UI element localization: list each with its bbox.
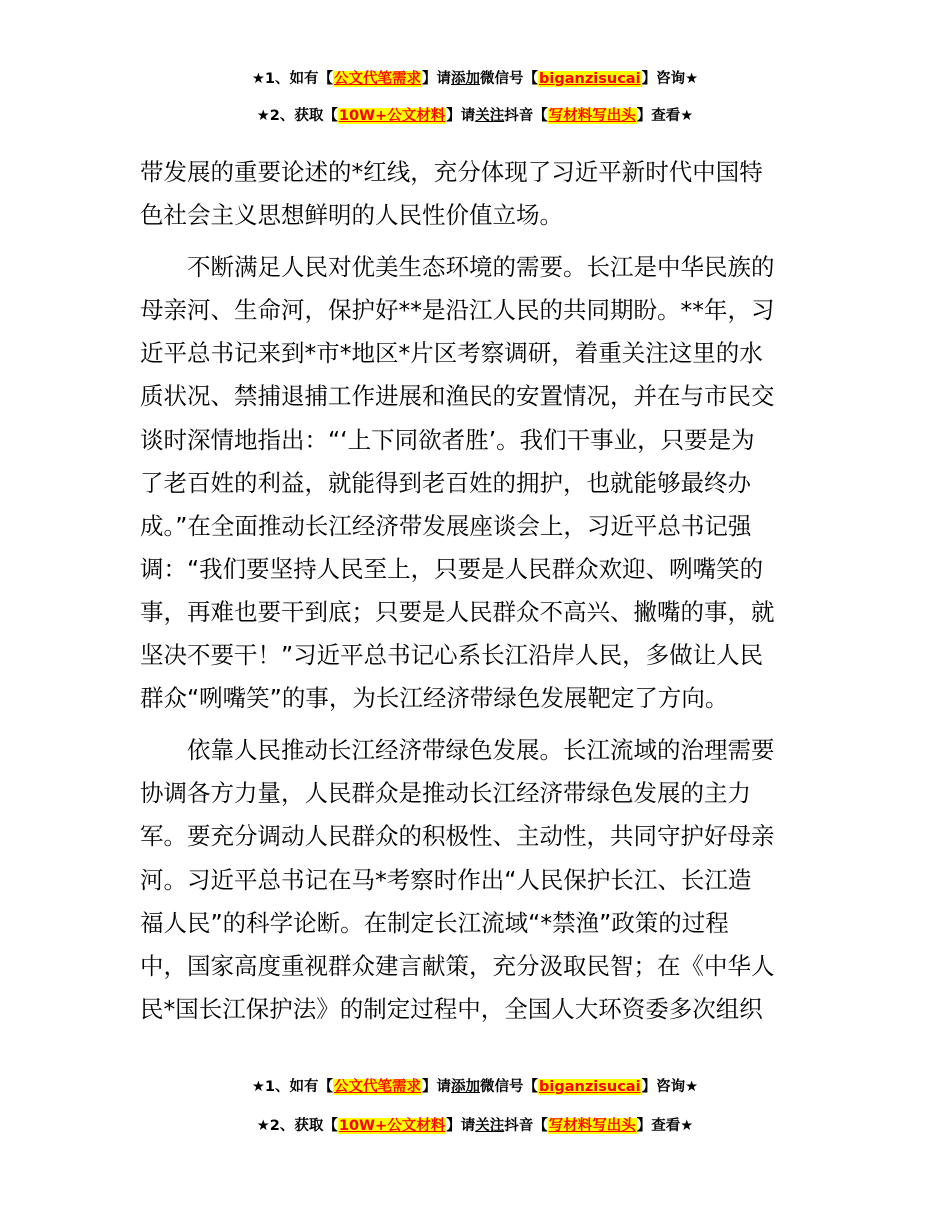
banner-highlight-materials: 10W+公文材料 [338, 1118, 446, 1134]
banner-highlight-wechat-id: biganzisucai [539, 1079, 641, 1095]
body-line: 军。要充分调动人民群众的积极性、主动性，共同守护好母亲 [140, 822, 775, 851]
top-banner-line-2 [0, 106, 950, 126]
body-line: 协调各方力量，人民群众是推动长江经济带绿色发展的主力 [140, 779, 751, 808]
bottom-banner-line-2 [0, 1116, 950, 1136]
banner-suffix: 】查看★ [636, 108, 694, 124]
bottom-banner-line-1 [0, 1077, 950, 1097]
top-banner-line-1 [0, 69, 950, 89]
banner-highlight-douyin: 写材料写出头 [548, 1118, 636, 1134]
banner-text: 抖音【 [504, 1118, 548, 1134]
body-line: 依靠人民推动长江经济带绿色发展。长江流域的治理需要 [140, 736, 775, 765]
body-line: 带发展的重要论述的*红线，充分体现了习近平新时代中国特 [140, 158, 763, 186]
banner-suffix: 】咨询★ [641, 71, 699, 87]
body-line: 调：“我们要坚持人民至上，只要是人民群众欢迎、咧嘴笑的 [140, 554, 764, 583]
body-line: 福人民”的科学论断。在制定长江流域“*禁渔”政策的过程 [140, 908, 729, 937]
body-line: 质状况、禁捕退捕工作进展和渔民的安置情况，并在与市民交 [140, 382, 775, 411]
banner-highlight-douyin: 写材料写出头 [548, 108, 636, 124]
banner-highlight-service: 公文代笔需求 [334, 1079, 422, 1095]
body-line: 坚决不要干！”习近平总书记心系长江沿岸人民，多做让人民 [140, 641, 764, 670]
body-line: 成。”在全面推动长江经济带发展座谈会上，习近平总书记强 [140, 511, 752, 540]
banner-prefix: ★1、如有【 [251, 71, 334, 87]
body-line: 不断满足人民对优美生态环境的需要。长江是中华民族的 [140, 253, 775, 282]
banner-text: 微信号【 [480, 1079, 539, 1095]
banner-text: 抖音【 [504, 108, 548, 124]
banner-text: 】请 [446, 108, 476, 124]
paragraph-gap [140, 237, 812, 246]
body-line: 母亲河、生命河，保护好**是沿江人民的共同期盼。**年，习 [140, 296, 775, 325]
banner-highlight-wechat-id: biganzisucai [539, 71, 641, 87]
paragraph-gap [140, 720, 812, 729]
banner-highlight-materials: 10W+公文材料 [338, 108, 446, 124]
banner-text: 】请 [446, 1118, 476, 1134]
banner-text: 】请 [422, 1079, 452, 1095]
body-line: 了老百姓的利益，就能得到老百姓的拥护，也就能够最终办 [140, 468, 751, 497]
body-line: 河。习近平总书记在马*考察时作出“人民保护长江、长江造 [140, 865, 752, 894]
banner-suffix: 】咨询★ [641, 1079, 699, 1095]
document-body [140, 151, 812, 1031]
body-line: 群众“咧嘴笑”的事，为长江经济带绿色发展靶定了方向。 [140, 684, 729, 713]
banner-prefix: ★1、如有【 [251, 1079, 334, 1095]
banner-underline-text: 添加 [451, 71, 481, 87]
banner-underline-text: 关注 [475, 108, 505, 124]
body-line: 事，再难也要干到底；只要是人民群众不高兴、撇嘴的事，就 [140, 597, 775, 626]
banner-suffix: 】查看★ [636, 1118, 694, 1134]
banner-text: 微信号【 [480, 71, 539, 87]
body-line: 民*国长江保护法》的制定过程中，全国人大环资委多次组织 [140, 994, 763, 1023]
body-line: 近平总书记来到*市*地区*片区考察调研，着重关注这里的水 [140, 339, 763, 368]
banner-prefix: ★2、获取【 [256, 1118, 338, 1134]
banner-underline-text: 添加 [451, 1079, 481, 1095]
banner-highlight-service: 公文代笔需求 [334, 71, 422, 87]
body-line: 中，国家高度重视群众建言献策，充分汲取民智；在《中华人 [140, 951, 775, 980]
body-line: 色社会主义思想鲜明的人民性价值立场。 [140, 201, 563, 230]
banner-underline-text: 关注 [475, 1118, 505, 1134]
banner-prefix: ★2、获取【 [256, 108, 338, 124]
banner-text: 】请 [422, 71, 452, 87]
body-line: 谈时深情地指出：“‘上下同欲者胜’。我们干事业，只要是为 [140, 425, 755, 454]
